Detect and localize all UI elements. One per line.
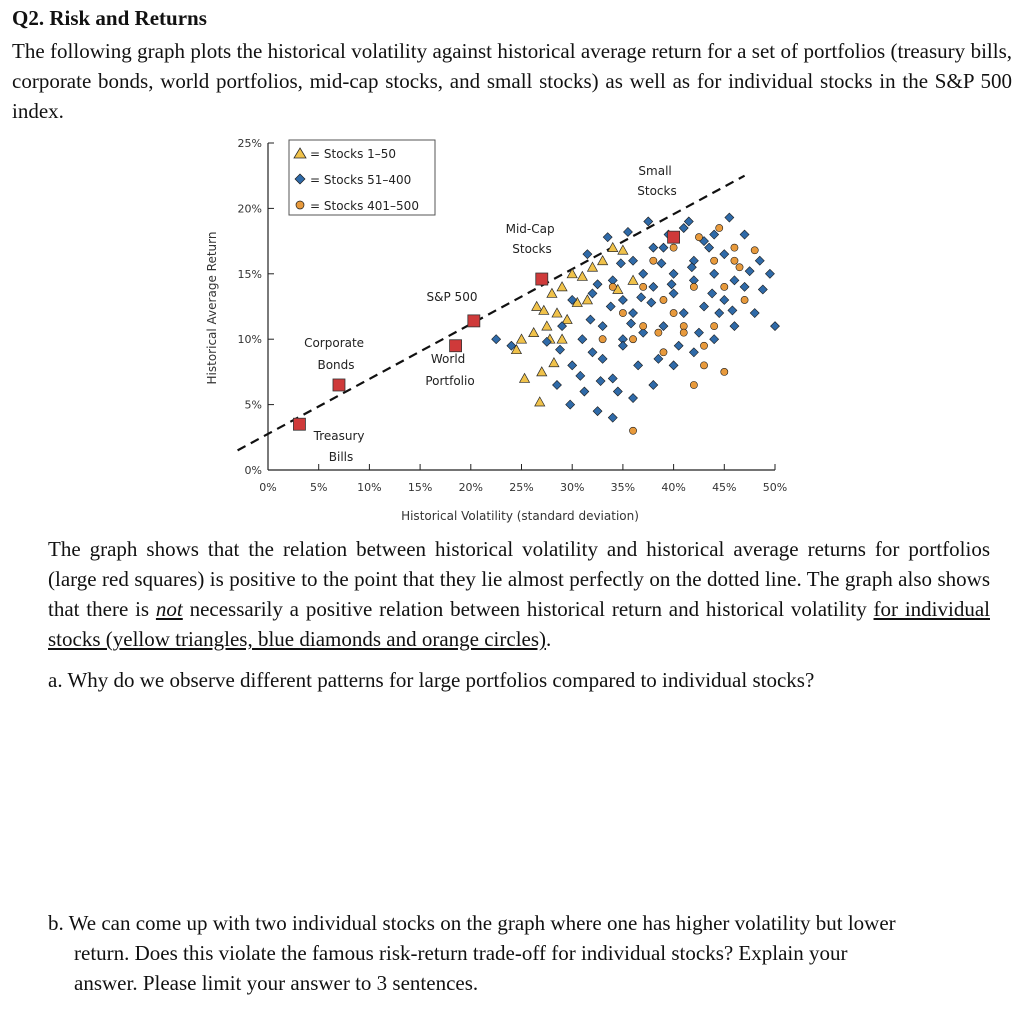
stock-51-400-point bbox=[618, 295, 627, 304]
x-tick-label: 50% bbox=[762, 481, 788, 494]
legend-circle-marker bbox=[296, 201, 304, 209]
stock-401-500-point bbox=[700, 362, 707, 369]
stock-51-400-point bbox=[684, 217, 693, 226]
stock-401-500-point bbox=[629, 336, 636, 343]
stock-51-400-point bbox=[598, 322, 607, 331]
stock-1-50-point bbox=[598, 256, 608, 265]
label-corporate-bonds bbox=[304, 336, 368, 372]
legend-entry-stocks-401-500: = Stocks 401–500 bbox=[310, 199, 419, 213]
stock-51-400-point bbox=[667, 280, 676, 289]
stock-1-50-point bbox=[557, 334, 567, 343]
stock-51-400-point bbox=[568, 361, 577, 370]
x-tick-label: 0% bbox=[259, 481, 277, 494]
stock-51-400-point bbox=[596, 377, 605, 386]
stock-51-400-point bbox=[705, 243, 714, 252]
stock-51-400-point bbox=[745, 267, 754, 276]
question-b bbox=[48, 908, 988, 998]
stock-401-500-point bbox=[690, 283, 697, 290]
stock-51-400-point bbox=[649, 243, 658, 252]
stock-51-400-point bbox=[725, 213, 734, 222]
portfolio-square-world-portfolio bbox=[450, 340, 462, 352]
explanation-paragraph bbox=[48, 534, 990, 654]
stock-401-500-point bbox=[695, 234, 702, 241]
stock-401-500-point bbox=[731, 257, 738, 264]
explanation-part1: The graph shows that the relation between historical volatility and historical average returns for portfolios (large red squares) is positive to the point that they lie almost perfectly on the dotted line. The graph also shows that there is bbox=[48, 537, 990, 621]
stock-401-500-point bbox=[751, 247, 758, 254]
stock-51-400-point bbox=[634, 361, 643, 370]
label-corporate-bonds-line1: Corporate bbox=[304, 336, 365, 350]
stock-401-500-point bbox=[660, 296, 667, 303]
stock-51-400-point bbox=[492, 335, 501, 344]
portfolio-square-corporate-bonds bbox=[333, 379, 345, 391]
stock-401-500-point bbox=[716, 224, 723, 231]
stock-401-500-point bbox=[619, 309, 626, 316]
stock-1-50-point bbox=[535, 397, 545, 406]
y-tick-label: 10% bbox=[237, 333, 262, 347]
stock-51-400-point bbox=[669, 269, 678, 278]
stock-51-400-point bbox=[758, 285, 767, 294]
stock-51-400-point bbox=[588, 289, 597, 298]
stock-1-50-point bbox=[628, 275, 638, 284]
stock-51-400-point bbox=[613, 387, 622, 396]
stock-1-50-point bbox=[577, 271, 587, 280]
stock-51-400-point bbox=[679, 309, 688, 318]
label-treasury-bills-line2: Bills bbox=[328, 450, 354, 464]
stock-51-400-point bbox=[583, 250, 592, 259]
label-corporate-bonds-line2: Bonds bbox=[317, 358, 355, 372]
stock-51-400-point bbox=[578, 335, 587, 344]
stock-1-50-point bbox=[517, 334, 527, 343]
label-sp-500-line1: S&P 500 bbox=[426, 290, 478, 304]
stock-51-400-point bbox=[771, 322, 780, 331]
stock-401-500-point bbox=[640, 323, 647, 330]
question-title: Q2. Risk and Returns bbox=[12, 6, 207, 30]
stock-51-400-point bbox=[657, 259, 666, 268]
stock-51-400-point bbox=[627, 319, 636, 328]
question-b-line3: answer. Please limit your answer to 3 sentences. bbox=[74, 971, 479, 995]
x-axis-ticks bbox=[259, 464, 787, 494]
legend-entry-stocks-1-50: = Stocks 1–50 bbox=[310, 147, 397, 161]
stock-401-500-point bbox=[640, 283, 647, 290]
stock-51-400-point bbox=[618, 341, 627, 350]
stock-51-400-point bbox=[603, 233, 612, 242]
label-mid-cap-line1: Mid-Cap bbox=[505, 222, 555, 236]
question-a: a. Why do we observe different patterns for large portfolios compared to individual stocks? bbox=[48, 668, 815, 692]
portfolio-square-s-p-500 bbox=[468, 315, 480, 327]
stock-51-400-point bbox=[765, 269, 774, 278]
x-tick-label: 5% bbox=[309, 481, 328, 494]
stock-51-400-point bbox=[649, 380, 658, 389]
explanation-underlined: for individual stocks (yellow triangles, blue diamonds and orange circles) bbox=[48, 597, 990, 651]
stock-401-500-point bbox=[680, 329, 687, 336]
explanation-part3: . bbox=[546, 627, 552, 651]
stock-51-400-point bbox=[606, 302, 615, 311]
label-treasury-bills bbox=[313, 429, 369, 464]
stock-401-500-point bbox=[690, 381, 697, 388]
y-tick-label: 0% bbox=[244, 464, 262, 477]
stock-51-400-point bbox=[649, 282, 658, 291]
stock-51-400-point bbox=[616, 259, 625, 268]
stock-51-400-point bbox=[629, 256, 638, 265]
stock-51-400-point bbox=[608, 374, 617, 383]
stock-401-500-point bbox=[670, 244, 677, 251]
label-mid-cap-line2: Stocks bbox=[512, 242, 552, 256]
stock-51-400-point bbox=[694, 328, 703, 337]
stock-51-400-point bbox=[598, 354, 607, 363]
stock-51-400-point bbox=[593, 407, 602, 416]
stock-401-500-point bbox=[670, 309, 677, 316]
risk-return-chart bbox=[190, 128, 800, 528]
chart-legend bbox=[289, 140, 435, 215]
stock-51-400-point bbox=[659, 243, 668, 252]
x-axis-title: Historical Volatility (standard deviation) bbox=[401, 509, 639, 523]
y-axis-title: Historical Average Return bbox=[205, 231, 219, 385]
stock-1-50-point bbox=[529, 328, 539, 337]
stock-1-50-point bbox=[557, 282, 567, 291]
stock-51-400-point bbox=[750, 309, 759, 318]
stock-51-400-point bbox=[755, 256, 764, 265]
stock-51-400-point bbox=[629, 309, 638, 318]
stock-1-50-point bbox=[608, 243, 618, 252]
stock-51-400-point bbox=[674, 341, 683, 350]
label-small-stocks-line2: Stocks bbox=[637, 184, 677, 198]
stock-51-400-point bbox=[720, 250, 729, 259]
stock-1-50-point bbox=[520, 373, 530, 382]
label-mid-cap-stocks bbox=[506, 222, 559, 256]
stock-401-500-point bbox=[736, 264, 743, 271]
stock-1-50-point bbox=[532, 302, 542, 311]
stock-51-400-point bbox=[669, 361, 678, 370]
portfolio-square-treasury-bills bbox=[293, 418, 305, 430]
label-small-stocks-line1: Small bbox=[638, 164, 672, 178]
stock-1-50-point bbox=[537, 367, 547, 376]
label-sp-500 bbox=[427, 290, 478, 304]
y-tick-label: 15% bbox=[237, 267, 262, 281]
y-tick-label: 20% bbox=[237, 202, 262, 216]
question-intro: The following graph plots the historical volatility against historical average return for a set of portfolios (treasury bills, corporate bonds, world portfolios, mid-cap stocks, and small stocks) as well as for individual stocks in the S&P 500 index. bbox=[12, 39, 1012, 123]
stock-401-500-point bbox=[711, 323, 718, 330]
label-world-portfolio-line1: World bbox=[430, 352, 466, 366]
question-b-line1: b. We can come up with two individual stocks on the graph where one has higher volatility but lower bbox=[48, 911, 896, 935]
label-treasury-bills-line1: Treasury bbox=[313, 429, 365, 443]
stock-401-500-point bbox=[660, 349, 667, 356]
stock-51-400-point bbox=[629, 394, 638, 403]
stock-401-500-point bbox=[700, 342, 707, 349]
stock-51-400-point bbox=[740, 230, 749, 239]
stock-51-400-point bbox=[710, 269, 719, 278]
stock-51-400-point bbox=[639, 269, 648, 278]
stock-1-50-point bbox=[552, 308, 562, 317]
stock-51-400-point bbox=[556, 345, 565, 354]
stock-51-400-point bbox=[637, 293, 646, 302]
portfolio-square-mid-cap-stocks bbox=[536, 273, 548, 285]
explanation-part2: necessarily a positive relation between historical return and historical volatility bbox=[182, 597, 874, 621]
stock-51-400-point bbox=[715, 309, 724, 318]
stock-51-400-point bbox=[580, 387, 589, 396]
stock-401-500-point bbox=[721, 283, 728, 290]
label-world-portfolio bbox=[425, 352, 474, 388]
stock-401-500-point bbox=[721, 368, 728, 375]
stock-51-400-point bbox=[730, 276, 739, 285]
portfolio-square-small-stocks bbox=[668, 231, 680, 243]
stock-1-50-point bbox=[549, 358, 559, 367]
stock-401-500-point bbox=[650, 257, 657, 264]
stock-401-500-point bbox=[680, 323, 687, 330]
stock-51-400-point bbox=[740, 282, 749, 291]
stock-51-400-point bbox=[566, 400, 575, 409]
stock-51-400-point bbox=[593, 280, 602, 289]
stock-401-500-point bbox=[731, 244, 738, 251]
stock-51-400-point bbox=[720, 295, 729, 304]
x-tick-label: 40% bbox=[661, 481, 686, 494]
stock-401-500-point bbox=[741, 296, 748, 303]
stock-401-500-point bbox=[711, 257, 718, 264]
stock-51-400-point bbox=[588, 348, 597, 357]
y-tick-label: 5% bbox=[244, 398, 262, 412]
stock-51-400-point bbox=[644, 217, 653, 226]
x-tick-label: 10% bbox=[357, 481, 382, 494]
stock-51-400-point bbox=[689, 348, 698, 357]
label-world-portfolio-line2: Portfolio bbox=[425, 374, 475, 388]
stock-401-500-point bbox=[629, 427, 636, 434]
stock-1-50-point bbox=[618, 245, 628, 254]
stock-51-400-point bbox=[728, 306, 737, 315]
stock-1-50-point bbox=[542, 321, 552, 330]
stock-51-400-point bbox=[669, 289, 678, 298]
stock-51-400-point bbox=[608, 413, 617, 422]
trend-line bbox=[238, 176, 745, 451]
stock-51-400-point bbox=[700, 302, 709, 311]
stock-51-400-point bbox=[710, 335, 719, 344]
legend-entry-stocks-51-400: = Stocks 51–400 bbox=[310, 173, 412, 187]
x-tick-label: 35% bbox=[610, 481, 636, 494]
stock-1-50-point bbox=[587, 262, 597, 271]
stock-1-50-point bbox=[547, 288, 557, 297]
stock-401-500-point bbox=[609, 283, 616, 290]
stock-51-400-point bbox=[552, 380, 561, 389]
x-tick-label: 25% bbox=[509, 481, 534, 494]
x-tick-label: 20% bbox=[458, 481, 484, 494]
stock-51-400-point bbox=[730, 322, 739, 331]
stock-51-400-point bbox=[623, 227, 632, 236]
stock-51-400-point bbox=[586, 315, 595, 324]
question-b-line2: return. Does this violate the famous risk-return trade-off for individual stocks? Explain your bbox=[74, 941, 848, 965]
x-tick-label: 15% bbox=[407, 481, 433, 494]
stock-1-50-point bbox=[562, 315, 572, 324]
y-tick-label: 25% bbox=[237, 137, 262, 150]
stock-51-400-point bbox=[576, 371, 585, 380]
stock-401-500-point bbox=[655, 329, 662, 336]
stock-51-400-point bbox=[679, 224, 688, 233]
x-tick-label: 45% bbox=[712, 481, 737, 494]
x-tick-label: 30% bbox=[559, 481, 585, 494]
label-small-stocks bbox=[637, 164, 676, 198]
stock-51-400-point bbox=[708, 289, 717, 298]
stock-401-500-point bbox=[599, 336, 606, 343]
explanation-emphasis: not bbox=[155, 597, 183, 621]
stock-51-400-point bbox=[647, 298, 656, 307]
